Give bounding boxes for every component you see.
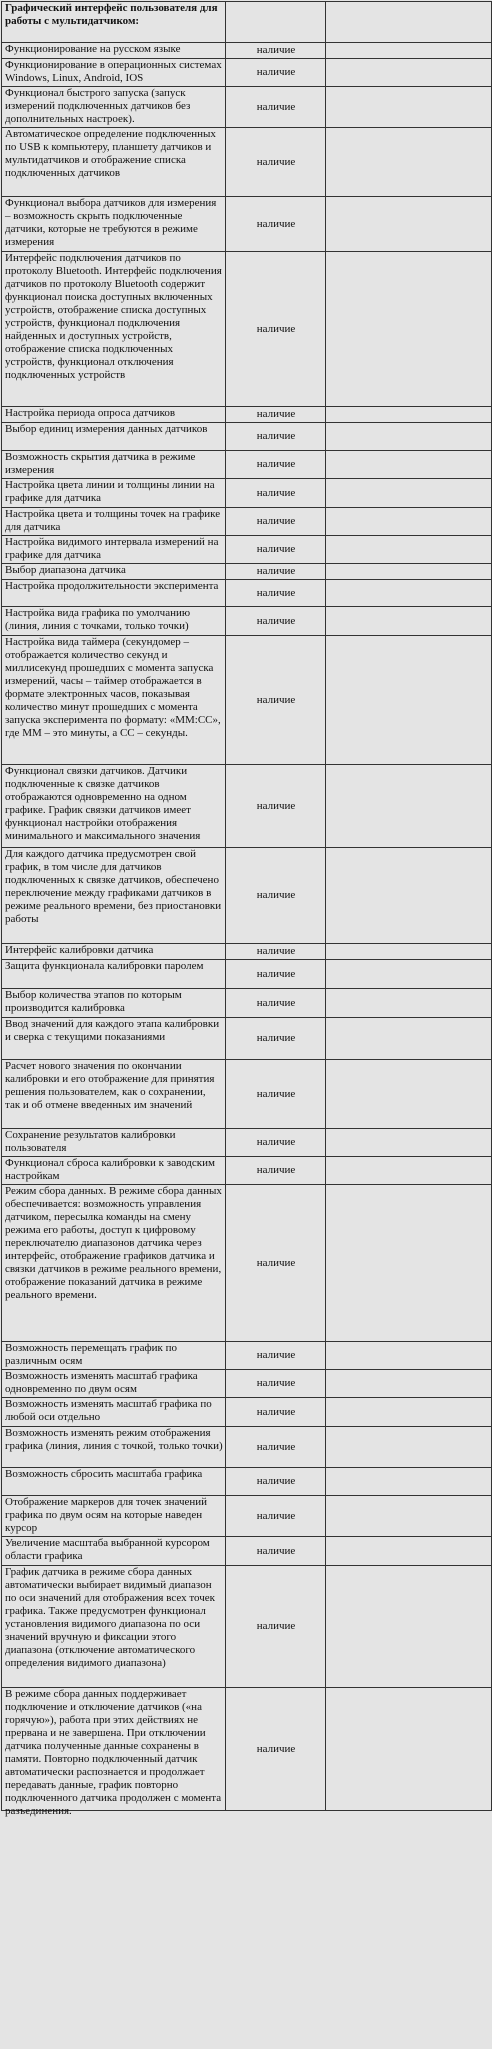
empty-cell — [326, 1185, 492, 1342]
table-header-col3 — [326, 2, 492, 43]
table-row — [2, 1129, 492, 1157]
feature-cell — [2, 423, 226, 451]
feature-cell — [2, 636, 226, 765]
feature-cell — [2, 1185, 226, 1342]
table-row — [2, 43, 492, 59]
feature-text: Выбор количества этапов по которым производится калибровка — [5, 989, 182, 1014]
empty-cell — [326, 197, 492, 252]
value-cell: наличие — [226, 479, 326, 508]
feature-cell — [2, 1537, 226, 1566]
feature-text: Функционал связки датчиков. Датчики подключенные к связке датчиков отображаются одновременно на одном графике. График связки датчиков имеет функционал настройки отображения минимального и максимального значения — [5, 765, 201, 842]
feature-text: Настройка вида таймера (секундомер – отображается количество секунд и миллисекунд прошедших с момента запуска измерений, часы – таймер отображается в формате электронных часов, показывая количество минут прошедших с момента запуска эксперимента по формату: «ММ:СС», где ММ – это минуты, а СС – секунды. — [5, 636, 221, 739]
feature-text: Настройка цвета линии и толщины линии на графике для датчика — [5, 479, 215, 504]
feature-text: Функционирование на русском языке — [5, 43, 181, 55]
value-cell: наличие — [226, 536, 326, 564]
value-cell: наличие — [226, 580, 326, 607]
empty-cell — [326, 407, 492, 423]
value-cell: наличие — [226, 407, 326, 423]
feature-text: Интерфейс подключения датчиков по протоколу Bluetooth. Интерфейс подключения датчиков по протоколу Bluetooth содержит функционал поиска доступных включенных устройств, отображение списка доступных устройств, функционал подключения найденных и доступных устройств, отображение списка подключенных устройств, функционал отключения подключенных устройств — [5, 252, 222, 381]
feature-text: Ввод значений для каждого этапа калибровки и сверка с текущими показаниями — [5, 1018, 220, 1043]
table-row — [2, 87, 492, 128]
feature-text: Настройка периода опроса датчиков — [5, 407, 176, 419]
empty-cell — [326, 989, 492, 1018]
feature-cell — [2, 508, 226, 536]
feature-cell — [2, 1496, 226, 1537]
feature-cell — [2, 1018, 226, 1060]
feature-text: Функционал выбора датчиков для измерения – возможность скрыть подключенные датчики, которые не требуются в режиме измерения — [5, 197, 217, 248]
value-cell: наличие — [226, 1537, 326, 1566]
empty-cell — [326, 636, 492, 765]
empty-cell — [326, 1468, 492, 1496]
feature-cell — [2, 451, 226, 479]
empty-cell — [326, 1129, 492, 1157]
table-row — [2, 1688, 492, 1811]
table-row — [2, 944, 492, 960]
value-cell: наличие — [226, 607, 326, 636]
feature-text: Функционал быстрого запуска (запуск измерений подключенных датчиков без дополнительных настроек). — [5, 87, 191, 125]
feature-cell — [2, 252, 226, 407]
table-row — [2, 1398, 492, 1427]
feature-cell — [2, 479, 226, 508]
feature-cell — [2, 407, 226, 423]
feature-text: Возможность изменять масштаб графика по любой оси отдельно — [5, 1398, 212, 1423]
empty-cell — [326, 765, 492, 848]
value-cell: наличие — [226, 1370, 326, 1398]
value-cell: наличие — [226, 1129, 326, 1157]
feature-text: Выбор диапазона датчика — [5, 564, 126, 576]
feature-cell — [2, 1060, 226, 1129]
table-row — [2, 1342, 492, 1370]
value-cell: наличие — [226, 765, 326, 848]
empty-cell — [326, 564, 492, 580]
feature-cell — [2, 197, 226, 252]
empty-cell — [326, 423, 492, 451]
empty-cell — [326, 536, 492, 564]
feature-text: Функционирование в операционных системах Windows, Linux, Android, IOS — [5, 59, 222, 84]
table-row — [2, 564, 492, 580]
feature-text: Настройка цвета и толщины точек на графике для датчика — [5, 508, 221, 533]
empty-cell — [326, 1370, 492, 1398]
value-cell: наличие — [226, 1018, 326, 1060]
empty-cell — [326, 944, 492, 960]
empty-cell — [326, 1398, 492, 1427]
table-row — [2, 1157, 492, 1185]
table-row — [2, 1537, 492, 1566]
empty-cell — [326, 451, 492, 479]
empty-cell — [326, 1157, 492, 1185]
feature-cell — [2, 1468, 226, 1496]
table-row — [2, 989, 492, 1018]
value-cell: наличие — [226, 944, 326, 960]
feature-cell — [2, 128, 226, 197]
feature-cell — [2, 580, 226, 607]
empty-cell — [326, 508, 492, 536]
value-cell: наличие — [226, 848, 326, 944]
feature-text: Возможность изменять режим отображения графика (линия, линия с точкой, только точки) — [5, 1427, 223, 1452]
feature-text: Отображение маркеров для точек значений графика по двум осям на которые наведен курсор — [5, 1496, 208, 1534]
table-row — [2, 1468, 492, 1496]
value-cell: наличие — [226, 252, 326, 407]
value-cell: наличие — [226, 1157, 326, 1185]
table-header-title: Графический интерфейс пользователя для работы с мультидатчиком: — [2, 2, 226, 43]
table-header-row — [2, 2, 492, 43]
table-row — [2, 508, 492, 536]
table-row — [2, 423, 492, 451]
table-row — [2, 1018, 492, 1060]
value-cell: наличие — [226, 1060, 326, 1129]
spec-table — [1, 1, 492, 1817]
value-cell: наличие — [226, 989, 326, 1018]
table-row — [2, 451, 492, 479]
feature-text: Возможность скрытия датчика в режиме измерения — [5, 451, 196, 476]
value-cell: наличие — [226, 43, 326, 59]
empty-cell — [326, 1018, 492, 1060]
empty-cell — [326, 128, 492, 197]
empty-cell — [326, 479, 492, 508]
value-cell: наличие — [226, 451, 326, 479]
table-row — [2, 636, 492, 765]
table-row — [2, 407, 492, 423]
empty-cell — [326, 607, 492, 636]
table-row — [2, 607, 492, 636]
empty-cell — [326, 87, 492, 128]
feature-cell — [2, 536, 226, 564]
feature-text: Возможность сбросить масштаба графика — [5, 1468, 203, 1480]
feature-cell — [2, 564, 226, 580]
value-cell: наличие — [226, 564, 326, 580]
feature-cell — [2, 59, 226, 87]
table-row — [2, 1566, 492, 1688]
value-cell: наличие — [226, 197, 326, 252]
feature-text: Расчет нового значения по окончании калибровки и его отображение для принятия решения пользователем, как о сохранении, так и об отмене введенных им значений — [5, 1060, 215, 1111]
feature-text: Функционал сброса калибровки к заводским настройкам — [5, 1157, 215, 1182]
feature-cell — [2, 87, 226, 128]
empty-cell — [326, 1566, 492, 1688]
table-row — [2, 1427, 492, 1468]
table-row — [2, 59, 492, 87]
table-row — [2, 765, 492, 848]
table-row — [2, 1060, 492, 1129]
value-cell: наличие — [226, 1185, 326, 1342]
feature-cell — [2, 960, 226, 989]
feature-text: График датчика в режиме сбора данных автоматически выбирает видимый диапазон по оси значений для отображения всех точек графика. Также предусмотрен функционал установления видимого диапазона по оси значений вручную и фиксации этого диапазона (отключение автоматического определения видимого диапазона) — [5, 1566, 216, 1669]
feature-cell — [2, 1129, 226, 1157]
empty-cell — [326, 1537, 492, 1566]
feature-cell — [2, 1427, 226, 1468]
feature-text: Автоматическое определение подключенных по USB к компьютеру, планшету датчиков и мультидатчиков и отображение списка подключенных датчиков — [5, 128, 216, 179]
table-row — [2, 128, 492, 197]
table-header-col2 — [226, 2, 326, 43]
value-cell: наличие — [226, 1688, 326, 1811]
empty-cell — [326, 1060, 492, 1129]
feature-text: Сохранение результатов калибровки пользователя — [5, 1129, 176, 1154]
feature-cell — [2, 1370, 226, 1398]
value-cell: наличие — [226, 1496, 326, 1537]
feature-cell — [2, 1566, 226, 1688]
value-cell: наличие — [226, 1468, 326, 1496]
feature-text: Настройка видимого интервала измерений на графике для датчика — [5, 536, 219, 561]
feature-text: Защита функционала калибровки паролем — [5, 960, 204, 972]
feature-text: В режиме сбора данных поддерживает подключение и отключение датчиков («на горячую»), работа при этих действиях не прервана и не завершена. При отключении датчика полученные данные сохранены в памяти. Повторно подключенный датчик автоматически распознается и продолжает передавать данные, график повторно подключенного датчика продолжен с момента разъединения. — [5, 1688, 222, 1817]
empty-cell — [326, 59, 492, 87]
feature-cell — [2, 944, 226, 960]
empty-cell — [326, 580, 492, 607]
feature-text: Увеличение масштаба выбранной курсором области графика — [5, 1537, 210, 1562]
empty-cell — [326, 43, 492, 59]
value-cell: наличие — [226, 508, 326, 536]
value-cell: наличие — [226, 59, 326, 87]
empty-cell — [326, 1688, 492, 1811]
feature-cell — [2, 765, 226, 848]
table-row — [2, 1496, 492, 1537]
feature-cell — [2, 1342, 226, 1370]
table-row — [2, 197, 492, 252]
empty-cell — [326, 252, 492, 407]
table-row — [2, 252, 492, 407]
feature-text: Режим сбора данных. В режиме сбора данных обеспечивается: возможность управления датчиком, пересылка команды на смену режима его работы, доступ к цифровому переключателю диапазонов датчика через интерфейс, отображение графиков датчика и связки датчиков в режиме реального времени, отображение показаний датчика в режиме реального времени. — [5, 1185, 222, 1301]
table-row — [2, 960, 492, 989]
feature-cell — [2, 989, 226, 1018]
feature-cell — [2, 43, 226, 59]
feature-text: Настройка вида графика по умолчанию (линия, линия с точками, только точки) — [5, 607, 191, 632]
table-row — [2, 1185, 492, 1342]
empty-cell — [326, 848, 492, 944]
spec-table-body — [2, 2, 492, 1817]
feature-text: Возможность перемещать график по различным осям — [5, 1342, 177, 1367]
value-cell: наличие — [226, 1566, 326, 1688]
value-cell: наличие — [226, 87, 326, 128]
feature-cell — [2, 1688, 226, 1817]
table-row — [2, 848, 492, 944]
empty-cell — [326, 960, 492, 989]
empty-cell — [326, 1496, 492, 1537]
value-cell: наличие — [226, 1342, 326, 1370]
empty-cell — [326, 1427, 492, 1468]
table-row — [2, 479, 492, 508]
value-cell: наличие — [226, 636, 326, 765]
feature-cell — [2, 1157, 226, 1185]
feature-text: Выбор единиц измерения данных датчиков — [5, 423, 208, 435]
table-row — [2, 1370, 492, 1398]
value-cell: наличие — [226, 423, 326, 451]
feature-cell — [2, 607, 226, 636]
feature-text: Для каждого датчика предусмотрен свой график, в том числе для датчиков подключенных к связке датчиков, обеспечено переключение между графиками датчиков в режиме реального времени, без приостановки работы — [5, 848, 222, 925]
table-row — [2, 580, 492, 607]
feature-cell — [2, 1398, 226, 1427]
empty-cell — [326, 1342, 492, 1370]
table-row — [2, 536, 492, 564]
value-cell: наличие — [226, 1427, 326, 1468]
feature-text: Настройка продолжительности эксперимента — [5, 580, 219, 592]
value-cell: наличие — [226, 960, 326, 989]
value-cell: наличие — [226, 1398, 326, 1427]
value-cell: наличие — [226, 128, 326, 197]
feature-text: Интерфейс калибровки датчика — [5, 944, 154, 956]
feature-text: Возможность изменять масштаб графика одновременно по двум осям — [5, 1370, 198, 1395]
feature-cell — [2, 848, 226, 944]
